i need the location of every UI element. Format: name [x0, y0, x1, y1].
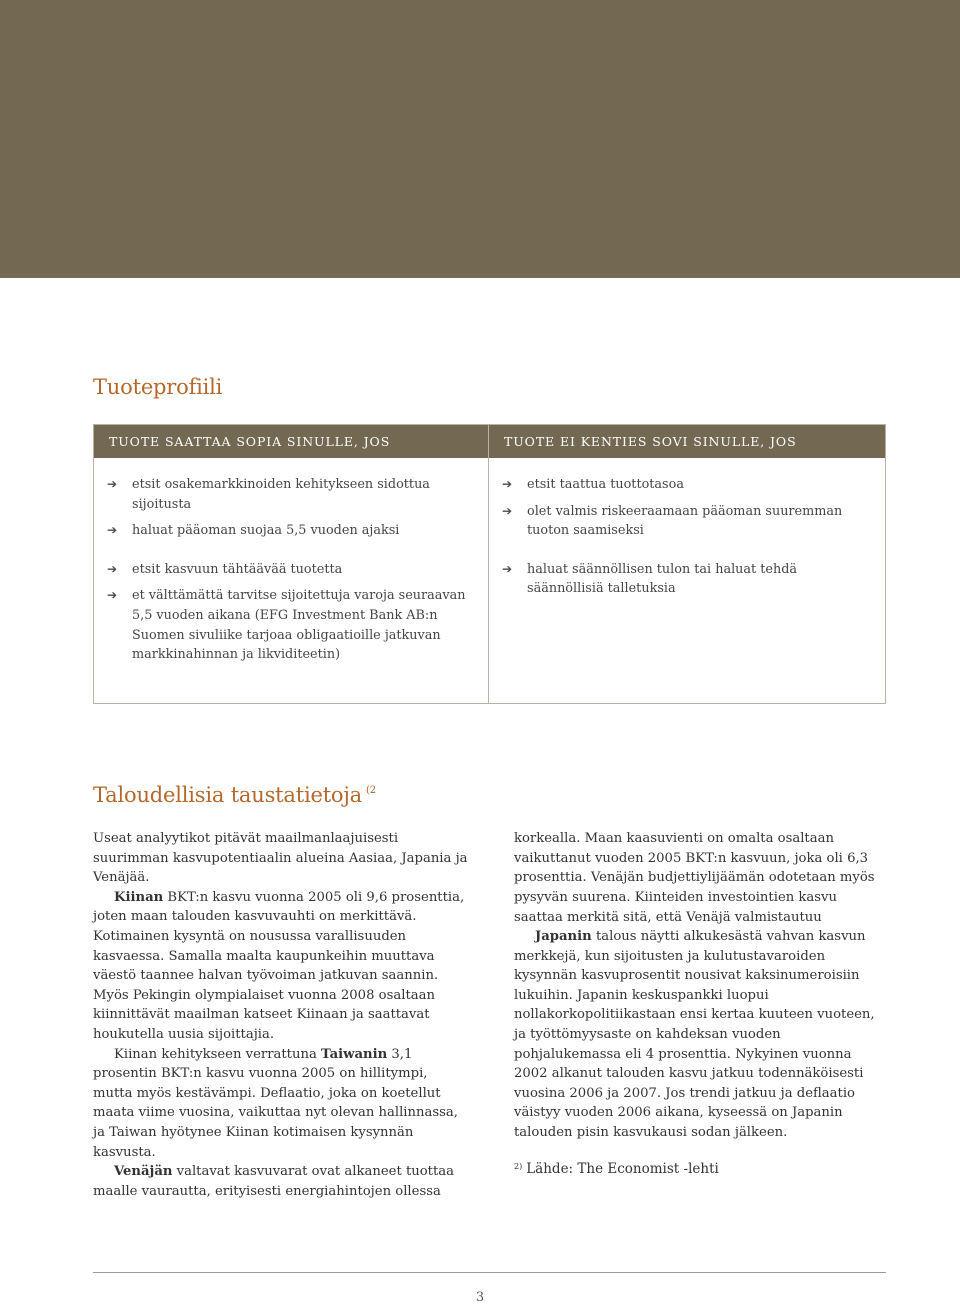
arrow-right-icon: ➔ [502, 503, 513, 518]
article-column-right [514, 829, 889, 1143]
footer-divider [93, 1272, 886, 1273]
article-column-left [93, 829, 468, 1201]
page-title: Tuoteprofiili [93, 375, 223, 399]
list-item: ➔ haluat säännöllisen tulon tai haluat tehdä säännöllisiä talletuksia [502, 561, 798, 597]
not-suitable-list [502, 475, 875, 618]
list-item: ➔ etsit taattua tuottotasoa [502, 475, 875, 495]
paragraph: Venäjän valtavat kasvuvarat ovat alkaneet tuottaa maalle vaurautta, erityisesti energiahintojen ollessa [93, 1164, 455, 1199]
paragraph: Kiinan BKT:n kasvu vuonna 2005 oli 9,6 prosenttia, joten maan talouden kasvuvauhti on merkittävä. Kotimainen kysyntä on nousussa varallisuuden kasvaessa. Samalla maalta kaupunkeihin muuttava väestö taannee halvan työvoiman jatkuvan saannin. Myös Pekingin olympialaiset vuonna 2008 osaltaan kiinnittävät maailman katseet Kiinaan ja saattavat houkutella uusia sijoittajia. [93, 889, 465, 1042]
product-profile-table [93, 424, 886, 704]
paragraph-continued: korkealla. Maan kaasuvienti on omalta osaltaan vaikuttanut vuoden 2005 BKT:n kasvuun, joka oli 6,3 prosenttia. Venäjän budjettiylijäämän odotetaan myös pysyvän suurena. Kiinteiden investointien kasvu saattaa merkitä sitä, että Venäjä valmistautuu [514, 831, 875, 925]
list-item: ➔ haluat pääoman suojaa 5,5 vuoden ajaksi [107, 521, 478, 541]
section-title: Taloudellisia taustatietoja $^{(2}$ [93, 783, 376, 807]
arrow-right-icon: ➔ [107, 477, 118, 491]
footnote-reference: (2 [366, 785, 376, 796]
list-item: ➔ et välttämättä tarvitse sijoitettuja varoja seuraavan 5,5 vuoden aikana (EFG Investment Bank AB:n Suomen sivuliike tarjoaa obligaatioille jatkuvan markkinahinnan ja likviditeetin) [107, 588, 466, 663]
arrow-right-icon: ➔ [502, 477, 513, 491]
paragraph: Kiinan kehitykseen verrattuna Taiwanin 3,1 prosentin BKT:n kasvu vuonna 2005 on hillitympi, mutta myös kestävämpi. Deflaatio, joka on koetellut maata viime vuosina, vaikuttaa nyt olevan hallinnassa, ja Taiwan hyötynee Kiinan kotimaisen kysynnän kasvusta. [93, 1046, 458, 1160]
not-suitable-column-header: TUOTE EI KENTIES SOVI SINULLE, JOS [489, 425, 885, 458]
arrow-right-icon: ➔ [502, 561, 513, 576]
suitable-column [94, 425, 488, 703]
arrow-right-icon: ➔ [107, 523, 118, 538]
list-item: ➔ olet valmis riskeeraamaan pääoman suuremman tuoton saamiseksi [502, 503, 843, 539]
page-number: 3 [475, 1290, 485, 1305]
not-suitable-column [488, 425, 885, 703]
list-item: ➔ etsit kasvuun tähtäävää tuotetta [107, 560, 478, 580]
list-item: ➔ etsit osakemarkkinoiden kehitykseen sidottua sijoitusta [107, 477, 430, 512]
suitable-column-header: TUOTE SAATTAA SOPIA SINULLE, JOS [94, 425, 488, 458]
suitable-list [107, 475, 478, 684]
paragraph: Useat analyytikot pitävät maailmanlaajuisesti suurimman kasvupotentiaalin alueina Aasiaa, Japania ja Venäjää. [93, 831, 468, 886]
footnote: $^{2)}$ Lähde: The Economist -lehti [514, 1161, 719, 1177]
top-color-band [0, 0, 960, 278]
arrow-right-icon: ➔ [107, 561, 118, 576]
arrow-right-icon: ➔ [107, 588, 118, 603]
paragraph: Japanin talous näytti alkukesästä vahvan kasvun merkkejä, kun sijoitusten ja kulutustavaroiden kysynnän kasvuprosentit nousivat kaksinumeroisiin lukuihin. Japanin keskuspankki luopui nollakorkopolitiikastaan ensi kertaa kuuteen vuoteen, ja työttömyysaste on kahdeksan vuoden pohjalukemassa eli 4 prosenttia. Nykyinen vuonna 2002 alkanut talouden kasvu jatkuu todennäköisesti vuosina 2006 ja 2007. Jos trendi jatkuu ja deflaatio väistyy vuoden 2006 aikana, kyseessä on Japanin talouden pisin kasvukausi sodan jälkeen. [514, 929, 875, 1140]
